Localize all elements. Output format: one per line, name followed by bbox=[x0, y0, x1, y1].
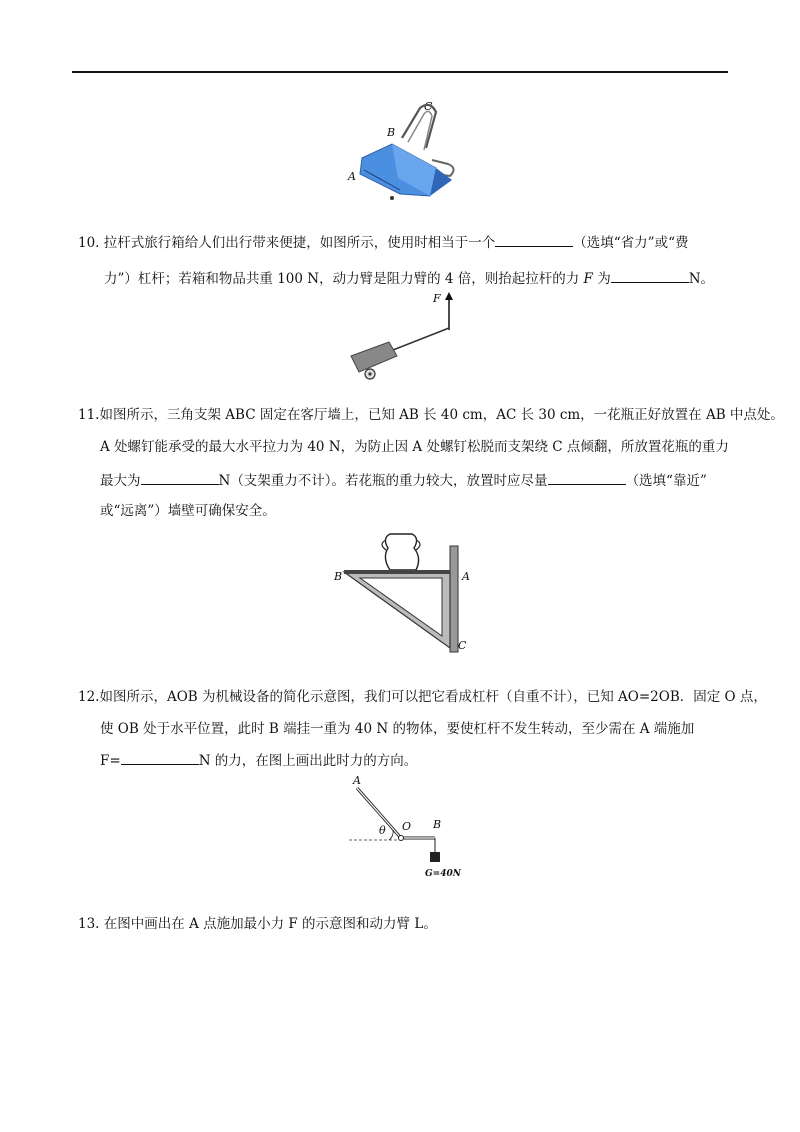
question-10 bbox=[78, 232, 738, 252]
question-12 bbox=[78, 688, 767, 706]
q11-blank-1[interactable] bbox=[141, 470, 219, 485]
question-11-line3 bbox=[100, 470, 760, 490]
lever-figure bbox=[345, 772, 475, 882]
question-13 bbox=[78, 915, 738, 933]
q13-text-1: 在图中画出在 A 点施加最小力 F 的示意图和动力臂 L。 bbox=[103, 916, 437, 932]
question-number: 12. bbox=[78, 689, 100, 705]
question-number: 10. bbox=[78, 235, 100, 251]
lever-label-b: B bbox=[433, 818, 442, 831]
suitcase-label-f: F bbox=[433, 292, 441, 305]
q11-text-1: 如图所示，三角支架 ABC 固定在客厅墙上，已知 AB 长 40 cm，AC 长 30 cm，一花瓶正好放置在 AB 中点处。 bbox=[99, 407, 784, 423]
question-number: 13. bbox=[78, 916, 100, 932]
q12-blank-1[interactable] bbox=[121, 750, 199, 765]
q11-text-6: 或“远离”）墙壁可确保安全。 bbox=[100, 503, 276, 519]
shelf-label-c: C bbox=[458, 639, 467, 652]
suitcase-figure bbox=[345, 290, 465, 385]
q10-text-3: 力”）杠杆；若箱和物品共重 100 N，动力臂是阻力臂的 4 倍，则抬起拉杆的力 bbox=[104, 271, 580, 287]
question-number: 11. bbox=[78, 407, 100, 423]
q10-blank-2[interactable] bbox=[611, 268, 689, 283]
question-12-line3 bbox=[100, 750, 760, 770]
q10-blank-1[interactable] bbox=[495, 232, 573, 247]
question-11 bbox=[78, 406, 784, 424]
question-10-line2 bbox=[104, 268, 764, 288]
shelf-label-a: A bbox=[462, 570, 470, 583]
q12-text-1: 如图所示，AOB 为机械设备的简化示意图，我们可以把它看成杠杆（自重不计），已知 AO=2OB．固定 O 点， bbox=[99, 689, 767, 705]
q12-text-3: F= bbox=[100, 753, 121, 769]
q11-text-2: A 处螺钉能承受的最大水平拉力为 40 N，为防止因 A 处螺钉松脱而支架绕 C 点倾翻，所放置花瓶的重力 bbox=[100, 439, 729, 455]
binder-clip-figure bbox=[340, 98, 470, 203]
q12-text-2: 使 OB 处于水平位置，此时 B 端挂一重为 40 N 的物体，要使杠杆不发生转动，至少需在 A 端施加 bbox=[100, 721, 695, 737]
lever-label-o: O bbox=[402, 820, 412, 833]
q11-text-3: 最大为 bbox=[100, 473, 141, 489]
shelf-figure bbox=[330, 528, 480, 656]
q10-text-4: 为 bbox=[597, 271, 611, 287]
header-rule bbox=[72, 71, 728, 73]
q11-text-5: （选填“靠近” bbox=[625, 473, 707, 489]
q10-text-2: （选填“省力”或“费 bbox=[573, 235, 689, 251]
lever-label-a: A bbox=[353, 774, 361, 787]
question-11-line4 bbox=[100, 502, 760, 520]
q10-text-1: 拉杆式旅行箱给人们出行带来便捷，如图所示，使用时相当于一个 bbox=[103, 235, 496, 251]
question-11-line2 bbox=[100, 438, 760, 456]
question-12-line2 bbox=[100, 720, 760, 738]
clip-label-c: C bbox=[424, 100, 433, 113]
q11-blank-2[interactable] bbox=[548, 470, 626, 485]
q12-text-4: N 的力，在图上画出此时力的方向。 bbox=[198, 753, 418, 769]
clip-label-a: A bbox=[348, 170, 356, 183]
clip-label-b: B bbox=[387, 126, 396, 139]
q10-text-5: N。 bbox=[688, 271, 715, 287]
lever-label-theta: θ bbox=[379, 824, 386, 837]
shelf-label-b: B bbox=[334, 570, 343, 583]
lever-label-g: G=40N bbox=[425, 869, 461, 879]
q10-var-f: F bbox=[583, 271, 593, 287]
q11-text-4: N（支架重力不计）。若花瓶的重力较大，放置时应尽量 bbox=[218, 473, 548, 489]
